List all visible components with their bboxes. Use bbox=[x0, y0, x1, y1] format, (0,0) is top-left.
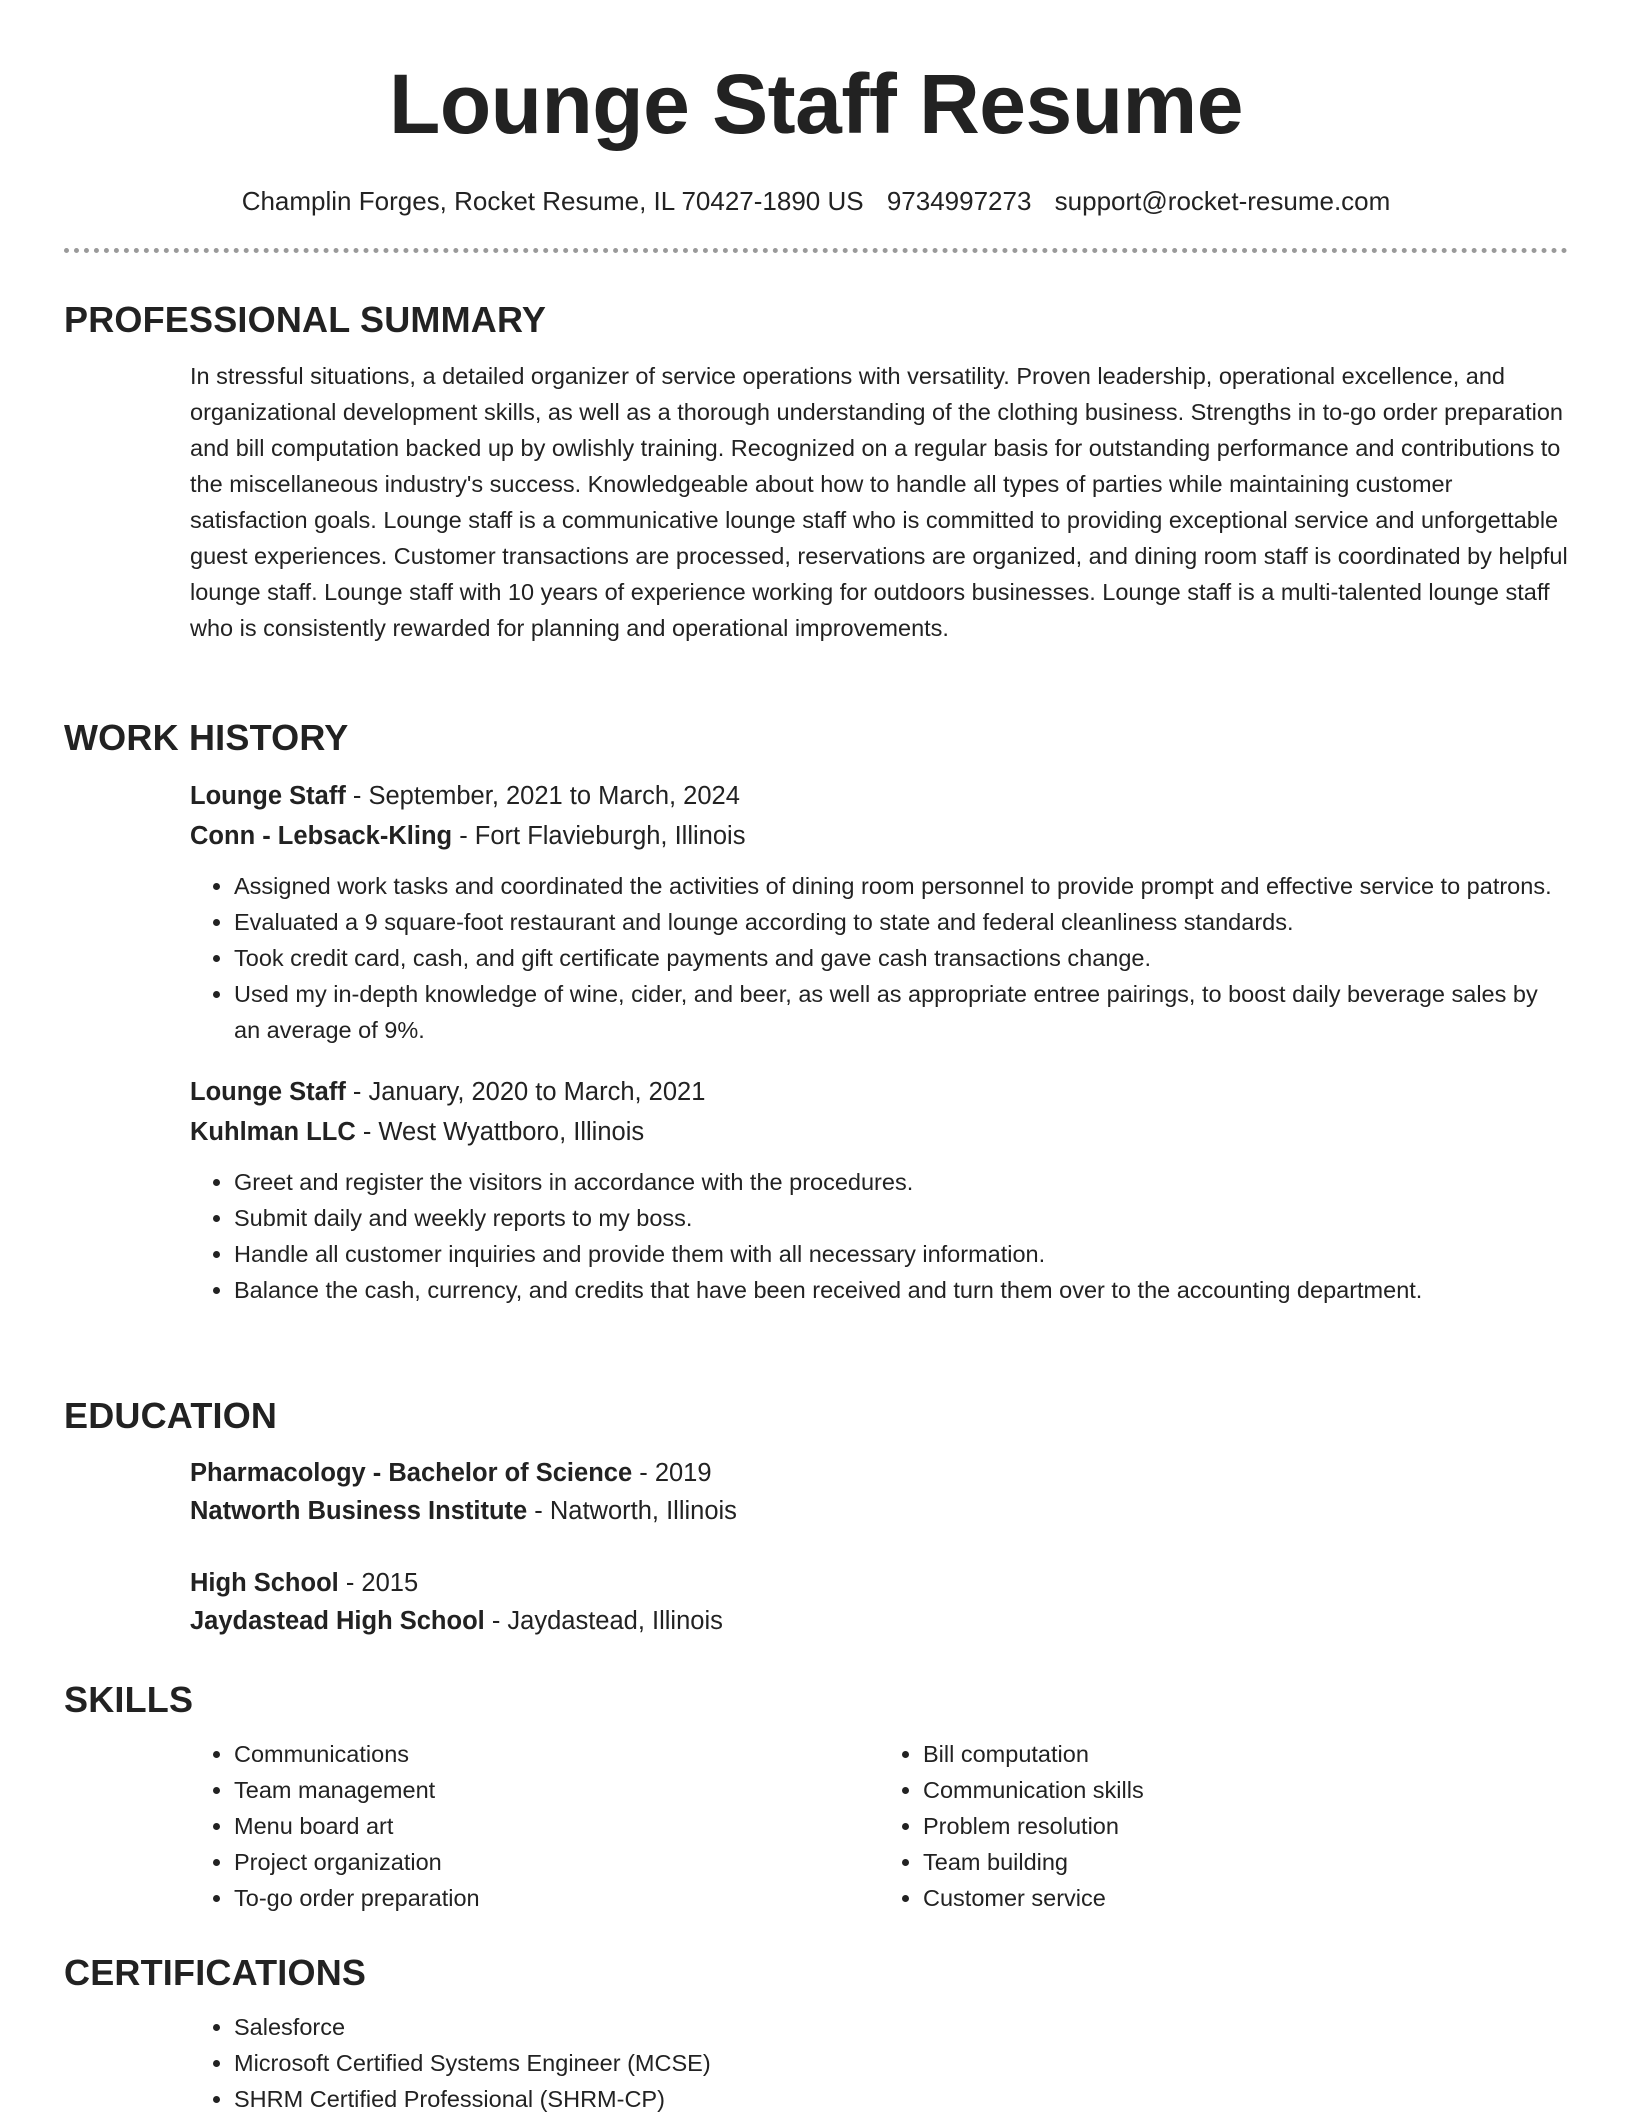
education-entry bbox=[190, 1454, 1568, 1530]
education-degree: Pharmacology - Bachelor of Science bbox=[190, 1459, 633, 1487]
list-item: • Balance the cash, currency, and credits that have been received and turn them over to the accounting department. bbox=[234, 1272, 1568, 1308]
skills-section bbox=[64, 1678, 1568, 1916]
certifications-heading: CERTIFICATIONS bbox=[64, 1952, 367, 1993]
contact-phone: 9734997273 bbox=[886, 186, 1032, 216]
skills-list-right bbox=[879, 1736, 1568, 1916]
list-item: • Assigned work tasks and coordinated the activities of dining room personnel to provide prompt and effective service to patrons. bbox=[234, 868, 1568, 904]
job-company: Kuhlman LLC bbox=[190, 1118, 356, 1146]
list-item: • Used my in-depth knowledge of wine, cider, and beer, as well as appropriate entree pairings, to boost daily beverage sales by an average of 9%. bbox=[234, 976, 1568, 1048]
summary-text: In stressful situations, a detailed organizer of service operations with versatility. Proven leadership, operational excellence, and organizational development skills, as well as a thorough understanding of the clothing business. Strengths in to-go order preparation and bill computation backed up by owlishly training. Recognized on a regular basis for outstanding performance and contributions to the miscellaneous industry's success. Knowledgeable about how to handle all types of parties while maintaining customer satisfaction goals. Lounge staff is a communicative lounge staff who is committed to providing exceptional service and unforgettable guest experiences. Customer transactions are processed, reservations are organized, and dining room staff is coordinated by helpful lounge staff. Lounge staff with 10 years of experience working for outdoors businesses. Lounge staff is a multi-talented lounge staff who is consistently rewarded for planning and operational improvements. bbox=[190, 363, 1568, 641]
list-item: • Salesforce bbox=[234, 2009, 1568, 2045]
list-item: • Took credit card, cash, and gift certificate payments and gave cash transactions change. bbox=[234, 940, 1568, 976]
contact-email: support@rocket-resume.com bbox=[1054, 186, 1391, 216]
education-school: Jaydastead High School bbox=[190, 1607, 485, 1635]
job-company-line bbox=[190, 1112, 1568, 1152]
job-title: Lounge Staff bbox=[190, 1078, 346, 1106]
resume-title: Lounge Staff Resume bbox=[389, 57, 1243, 151]
job-entry bbox=[190, 776, 1568, 1048]
contact-line bbox=[64, 184, 1568, 218]
job-bullets bbox=[190, 1164, 1568, 1308]
list-item: • Greet and register the visitors in accordance with the procedures. bbox=[234, 1164, 1568, 1200]
job-title-line bbox=[190, 776, 1568, 816]
list-item: • Communications bbox=[234, 1736, 879, 1772]
education-location: - Jaydastead, Illinois bbox=[484, 1607, 723, 1635]
list-item: • Customer service bbox=[923, 1880, 1568, 1916]
list-item: • Problem resolution bbox=[923, 1808, 1568, 1844]
summary-section bbox=[64, 298, 1568, 646]
list-item: • Menu board art bbox=[234, 1808, 879, 1844]
list-item: • SHRM Certified Professional (SHRM-CP) bbox=[234, 2081, 1568, 2117]
job-bullets bbox=[190, 868, 1568, 1048]
education-year: - 2019 bbox=[632, 1459, 712, 1487]
list-item: • Handle all customer inquiries and provide them with all necessary information. bbox=[234, 1236, 1568, 1272]
list-item: • Communication skills bbox=[923, 1772, 1568, 1808]
skills-grid bbox=[190, 1736, 1568, 1916]
list-item: • Bill computation bbox=[923, 1736, 1568, 1772]
list-item: • Project organization bbox=[234, 1844, 879, 1880]
summary-heading: PROFESSIONAL SUMMARY bbox=[64, 299, 547, 340]
skills-heading: SKILLS bbox=[64, 1679, 194, 1720]
skills-list-left bbox=[190, 1736, 879, 1916]
job-dates: - September, 2021 to March, 2024 bbox=[345, 782, 740, 810]
education-school-line bbox=[190, 1602, 1568, 1640]
job-title: Lounge Staff bbox=[190, 782, 346, 810]
header-divider bbox=[64, 248, 1568, 253]
job-entry bbox=[190, 1072, 1568, 1308]
list-item: • Team management bbox=[234, 1772, 879, 1808]
contact-address: Champlin Forges, Rocket Resume, IL 70427-1890 US bbox=[241, 186, 864, 216]
certifications-list-wrap bbox=[190, 2009, 1568, 2117]
education-section bbox=[64, 1394, 1568, 1640]
job-company: Conn - Lebsack-Kling bbox=[190, 822, 453, 850]
job-dates: - January, 2020 to March, 2021 bbox=[345, 1078, 706, 1106]
job-location: - Fort Flavieburgh, Illinois bbox=[452, 822, 746, 850]
education-year: - 2015 bbox=[338, 1569, 419, 1597]
job-location: - West Wyattboro, Illinois bbox=[355, 1118, 645, 1146]
education-heading: EDUCATION bbox=[64, 1395, 278, 1436]
education-entry bbox=[190, 1564, 1568, 1640]
job-company-line bbox=[190, 816, 1568, 856]
work-history-section bbox=[64, 716, 1568, 1308]
education-degree-line bbox=[190, 1454, 1568, 1492]
list-item: • Team building bbox=[923, 1844, 1568, 1880]
work-history-heading: WORK HISTORY bbox=[64, 717, 349, 758]
education-location: - Natworth, Illinois bbox=[527, 1497, 737, 1525]
certifications-section bbox=[64, 1951, 1568, 2117]
education-school: Natworth Business Institute bbox=[190, 1497, 528, 1525]
education-degree-line bbox=[190, 1564, 1568, 1602]
list-item: • To-go order preparation bbox=[234, 1880, 879, 1916]
education-degree: High School bbox=[190, 1569, 339, 1597]
list-item: • Submit daily and weekly reports to my boss. bbox=[234, 1200, 1568, 1236]
certifications-list bbox=[190, 2009, 1568, 2117]
list-item: • Evaluated a 9 square-foot restaurant and lounge according to state and federal cleanliness standards. bbox=[234, 904, 1568, 940]
education-school-line bbox=[190, 1492, 1568, 1530]
list-item: • Microsoft Certified Systems Engineer (MCSE) bbox=[234, 2045, 1568, 2081]
job-title-line bbox=[190, 1072, 1568, 1112]
